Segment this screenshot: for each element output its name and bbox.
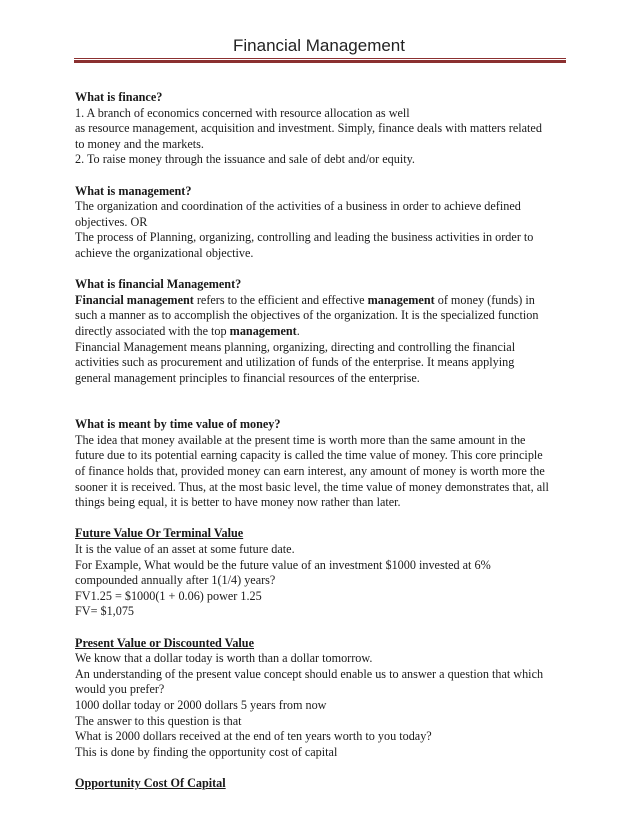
finance-line-3: to money and the markets. <box>75 136 204 151</box>
pv-line-3: would you prefer? <box>75 682 165 697</box>
fm-term-bold: Financial management <box>75 292 194 307</box>
management-line-3: The process of Planning, organizing, controlling and leading the business activities in order to <box>75 230 534 245</box>
pv-line-7: This is done by finding the opportunity cost of capital <box>75 744 338 759</box>
heading-what-is-financial-management: What is financial Management? <box>75 277 242 292</box>
finance-line-4: 2. To raise money through the issuance and sale of debt and/or equity. <box>75 152 415 167</box>
management-line-1: The organization and coordination of the activities of a business in order to achieve defined <box>75 199 521 214</box>
heading-what-is-finance: What is finance? <box>75 90 163 104</box>
fm-text-end: . <box>296 323 300 338</box>
management-line-4: achieve the organizational objective. <box>75 245 254 260</box>
fm-means-line-2: activities such as procurement and utilization of funds of the enterprise. It means applying <box>75 355 515 370</box>
pv-line-2: An understanding of the present value concept should enable us to answer a question that which <box>75 666 544 681</box>
pv-line-6: What is 2000 dollars received at the end of ten years worth to you today? <box>75 729 432 744</box>
fm-means-line-3: general management principles to financial resources of the enterprise. <box>75 370 420 385</box>
pv-line-5: The answer to this question is that <box>75 713 242 728</box>
heading-what-is-management: What is management? <box>75 183 192 198</box>
header-rule <box>74 58 566 63</box>
fm-top-management-bold: management <box>229 323 297 338</box>
fv-line-5: FV= $1,075 <box>75 604 135 619</box>
pv-line-1: We know that a dollar today is worth than a dollar tomorrow. <box>75 651 373 666</box>
fm-definition-line-3 <box>75 324 565 340</box>
fm-means-line-1: Financial Management means planning, organizing, directing and controlling the financial <box>75 339 516 354</box>
fv-line-3: compounded annually after 1(1/4) years? <box>75 573 276 588</box>
fm-management-bold: management <box>367 292 435 307</box>
pv-line-4: 1000 dollar today or 2000 dollars 5 years from now <box>75 697 327 712</box>
tvm-line-4: sooner it is received. Thus, at the most basic level, the time value of money demonstrates that, all <box>75 479 549 494</box>
fv-line-4: FV1.25 = $1000(1 + 0.06) power 1.25 <box>75 588 262 603</box>
management-line-2: objectives. OR <box>75 214 148 229</box>
page-header-title: Financial Management <box>233 36 405 55</box>
tvm-line-1: The idea that money available at the present time is worth more than the same amount in the <box>75 432 526 447</box>
fm-definition-line-2: such a manner as to accomplish the objectives of the organization. It is the specialized function <box>75 308 539 323</box>
fm-definition-line-1 <box>75 293 565 309</box>
heading-future-value: Future Value Or Terminal Value <box>75 526 244 541</box>
fv-line-2: For Example, What would be the future value of an investment $1000 invested at 6% <box>75 557 491 572</box>
tvm-line-3: of finance holds that, provided money can earn interest, any amount of money is worth more the <box>75 464 545 479</box>
finance-line-2: as resource management, acquisition and investment. Simply, finance deals with matters related <box>75 121 542 136</box>
heading-time-value-of-money: What is meant by time value of money? <box>75 417 281 432</box>
heading-present-value: Present Value or Discounted Value <box>75 635 254 650</box>
fm-text-b: of money (funds) in <box>434 292 535 307</box>
tvm-line-2: future due to its potential earning capacity is called the time value of money. This core principle <box>75 448 543 463</box>
document-body <box>75 90 565 792</box>
heading-opportunity-cost: Opportunity Cost Of Capital <box>75 775 226 790</box>
finance-line-1: 1. A branch of economics concerned with resource allocation as well <box>75 105 410 120</box>
tvm-line-5: things being equal, it is better to have money now rather than later. <box>75 495 401 510</box>
fv-line-1: It is the value of an asset at some future date. <box>75 542 295 557</box>
fm-text-c: directly associated with the top <box>75 323 230 338</box>
fm-text-a: refers to the efficient and effective <box>193 292 368 307</box>
